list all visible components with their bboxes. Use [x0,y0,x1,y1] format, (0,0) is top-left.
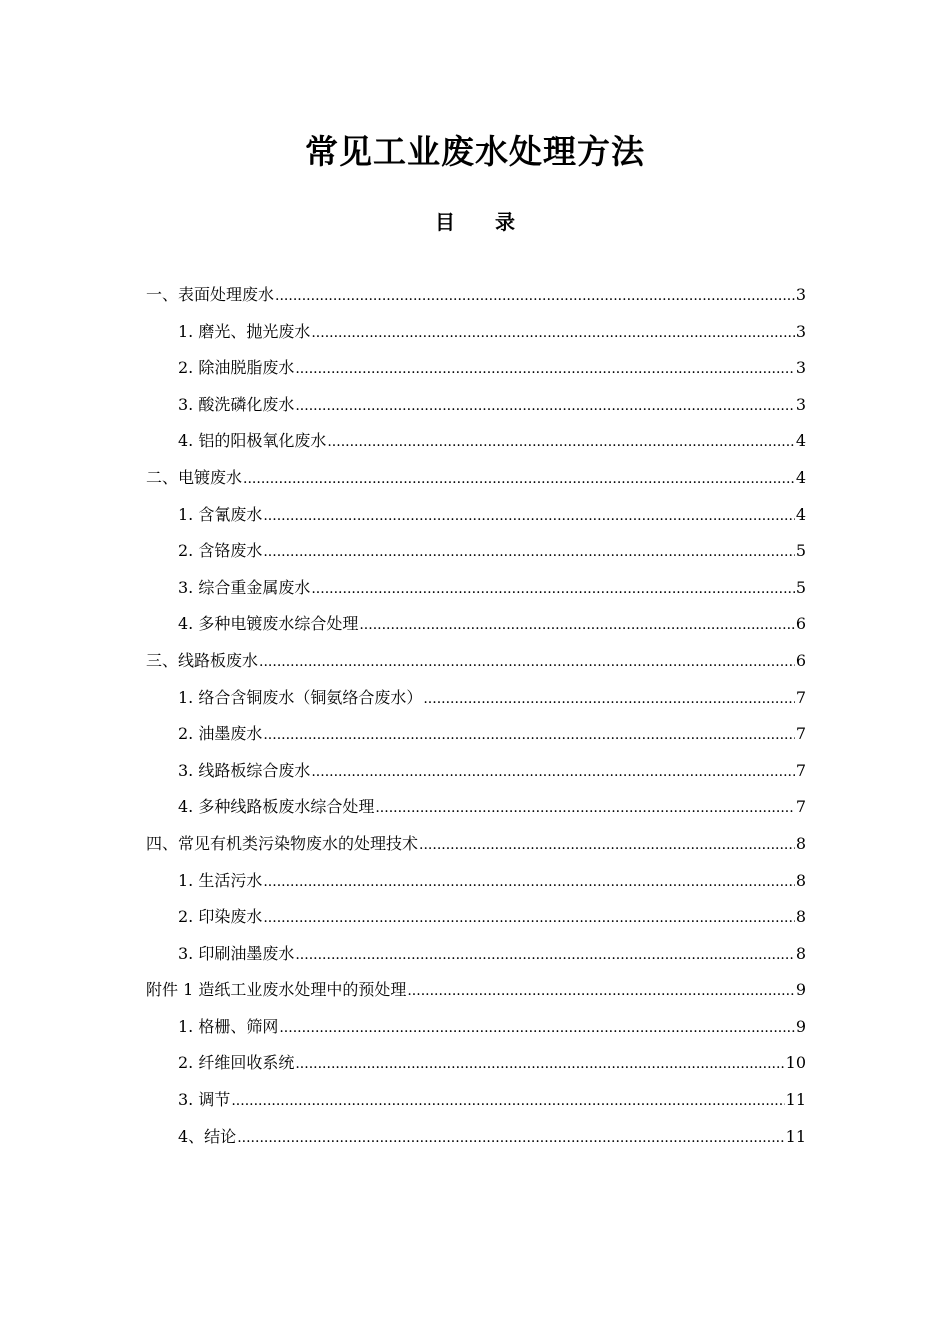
toc-dot-leader [263,902,794,933]
toc-entry[interactable] [146,866,806,903]
toc-entry-title: 3. 印刷油墨废水 [178,943,295,963]
toc-entry-page-number: 8 [795,870,806,890]
table-of-contents [146,280,806,1158]
toc-dot-leader [311,573,794,604]
toc-dot-leader [419,829,795,860]
toc-dot-leader [263,719,794,750]
toc-entry-title: 二、电镀废水 [146,467,243,487]
toc-entry-title: 3. 线路板综合废水 [178,760,311,780]
toc-entry-title: 附件 1 造纸工业废水处理中的预处理 [146,980,407,1000]
toc-entry-page-number: 3 [795,321,806,341]
toc-entry-title: 2. 除油脱脂废水 [178,358,295,378]
toc-entry-page-number: 7 [795,724,806,744]
toc-entry[interactable] [146,536,806,573]
toc-entry[interactable] [146,792,806,829]
toc-entry-title: 2. 印染废水 [178,907,263,927]
toc-entry[interactable] [146,1085,806,1122]
toc-entry[interactable] [146,1122,806,1159]
toc-entry-page-number: 9 [795,980,806,1000]
toc-entry-page-number: 5 [795,577,806,597]
toc-entry-page-number: 3 [795,394,806,414]
toc-entry-page-number: 4 [795,431,806,451]
toc-entry[interactable] [146,390,806,427]
toc-entry[interactable] [146,939,806,976]
toc-entry-title: 1. 格栅、筛网 [178,1016,279,1036]
toc-entry-page-number: 6 [795,614,806,634]
toc-entry-title: 3. 酸洗磷化废水 [178,394,295,414]
toc-entry[interactable] [146,426,806,463]
toc-dot-leader [275,280,795,311]
toc-dot-leader [423,683,794,714]
toc-dot-leader [279,1012,794,1043]
toc-entry[interactable] [146,609,806,646]
toc-dot-leader [263,536,794,567]
toc-dot-leader [237,1122,784,1153]
toc-entry-title: 4. 多种线路板废水综合处理 [178,797,375,817]
toc-dot-leader [295,353,794,384]
toc-dot-leader [263,866,794,897]
toc-entry-title: 3. 综合重金属废水 [178,577,311,597]
toc-entry-title: 3. 调节 [178,1090,231,1110]
toc-entry-page-number: 8 [795,833,806,853]
toc-entry[interactable] [146,500,806,537]
toc-entry-title: 1. 络合含铜废水（铜氨络合废水） [178,687,423,707]
toc-dot-leader [375,792,794,823]
toc-entry[interactable] [146,463,806,500]
toc-entry-title: 三、线路板废水 [146,650,259,670]
toc-dot-leader [263,500,794,531]
toc-entry-page-number: 4 [795,504,806,524]
toc-entry-title: 1. 生活污水 [178,870,263,890]
toc-entry-title: 1. 磨光、抛光废水 [178,321,311,341]
toc-dot-leader [295,390,794,421]
toc-entry-page-number: 3 [795,285,806,304]
toc-entry-page-number: 10 [785,1053,806,1073]
toc-entry-page-number: 8 [795,907,806,927]
toc-heading: 目录 [435,210,555,234]
toc-entry[interactable] [146,353,806,390]
toc-entry-page-number: 9 [795,1016,806,1036]
toc-entry[interactable] [146,646,806,683]
toc-entry-page-number: 3 [795,358,806,378]
toc-entry[interactable] [146,975,806,1012]
toc-entry-page-number: 7 [795,797,806,817]
toc-entry[interactable] [146,756,806,793]
toc-entry[interactable] [146,317,806,354]
toc-entry-title: 2. 油墨废水 [178,724,263,744]
toc-dot-leader [407,975,794,1006]
toc-dot-leader [359,609,794,640]
document-title: 常见工业废水处理方法 [305,132,645,171]
toc-entry-page-number: 5 [795,541,806,561]
toc-entry-title: 4、结论 [178,1126,237,1146]
toc-dot-leader [327,426,794,457]
toc-dot-leader [295,939,794,970]
toc-entry-page-number: 6 [795,650,806,670]
toc-dot-leader [311,317,794,348]
toc-entry[interactable] [146,683,806,720]
toc-dot-leader [311,756,794,787]
toc-entry-page-number: 8 [795,943,806,963]
toc-entry-title: 1. 含氰废水 [178,504,263,524]
toc-entry-title: 2. 含铬废水 [178,541,263,561]
toc-dot-leader [243,463,795,494]
toc-entry-page-number: 11 [785,1090,806,1110]
toc-entry[interactable] [146,573,806,610]
toc-entry[interactable] [146,829,806,866]
toc-entry[interactable] [146,719,806,756]
toc-dot-leader [231,1085,784,1116]
toc-entry[interactable] [146,1048,806,1085]
toc-entry-title: 4. 多种电镀废水综合处理 [178,614,359,634]
toc-entry-title: 四、常见有机类污染物废水的处理技术 [146,833,419,853]
toc-dot-leader [295,1048,784,1079]
toc-entry-page-number: 7 [795,687,806,707]
toc-entry-title: 2. 纤维回收系统 [178,1053,295,1073]
toc-entry-page-number: 11 [785,1126,806,1146]
toc-entry-title: 4. 铝的阳极氧化废水 [178,431,327,451]
toc-entry[interactable] [146,280,806,317]
toc-entry-title: 一、表面处理废水 [146,285,275,304]
toc-dot-leader [259,646,795,677]
toc-entry-page-number: 7 [795,760,806,780]
toc-entry[interactable] [146,902,806,939]
toc-entry-page-number: 4 [795,467,806,487]
toc-entry[interactable] [146,1012,806,1049]
